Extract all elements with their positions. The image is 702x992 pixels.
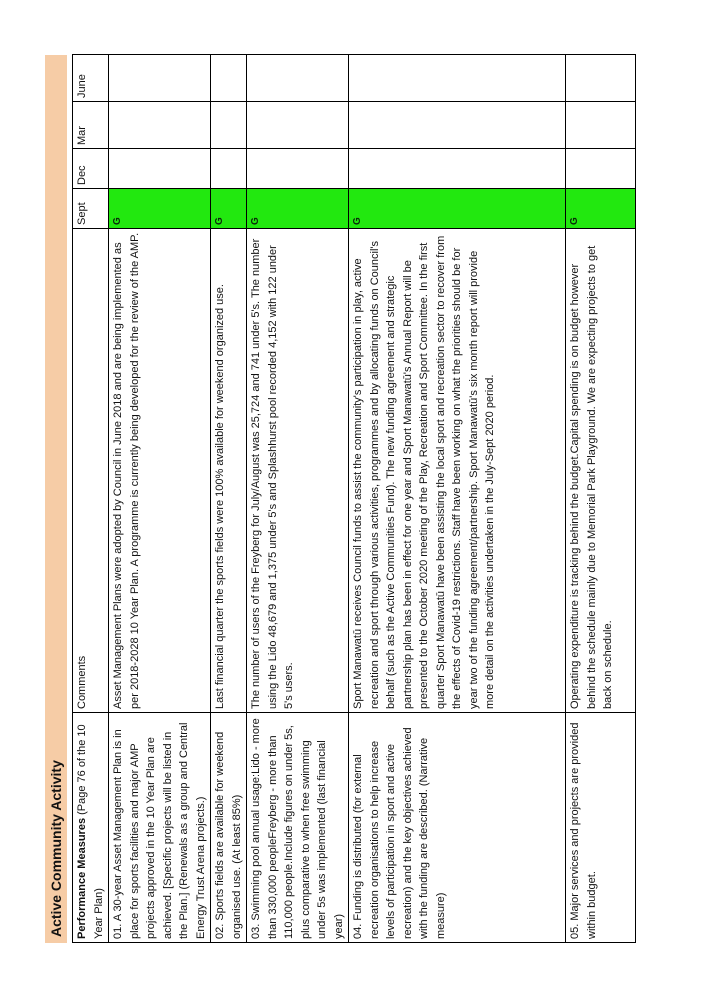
status-mar-cell: [349, 102, 566, 149]
header-mar: Mar: [73, 102, 109, 149]
status-sept-cell: G: [349, 189, 566, 229]
header-june: June: [73, 55, 109, 102]
section-title: Active Community Activity: [45, 55, 67, 943]
status-mar-cell: [247, 102, 349, 149]
status-dec-cell: [247, 149, 349, 189]
status-june-cell: [349, 55, 566, 102]
status-sept-cell: G: [566, 189, 636, 229]
table-header-row: [73, 55, 109, 943]
comment-cell: Sport Manawatū receives Council funds to assist the community's participation in play, active recreation and sport through various activities, programmes and by allocating funds on Council's behalf (such as the Active Communities Fund). The new funding agreement and strategic partnership plan has been in effect for one year and Sport Manawatū's Annual Report will be presented to the October 2020 meeting of the Play, Recreation and Sport Committee. In the first quarter Sport Manawatū have been assisting the local sport and recreation sector to recover from the effects of Covid-19 restrictions. Staff have been working on what the priorities should be for year two of the funding agreement/partnership. Sport Manawatū's six month report will provide more detail on the activities undertaken in the July-Sept 2020 period.: [349, 229, 566, 713]
table-row: [566, 55, 636, 943]
table-row: [211, 55, 247, 943]
status-sept-cell: G: [247, 189, 349, 229]
header-comments: Comments: [73, 229, 109, 713]
table-row: [109, 55, 211, 943]
status-dec-cell: [349, 149, 566, 189]
status-june-cell: [109, 55, 211, 102]
status-june-cell: [211, 55, 247, 102]
status-dec-cell: [211, 149, 247, 189]
performance-table: [72, 54, 636, 943]
measure-cell: 02. Sports fields are available for weekend organised use. (At least 85%): [211, 713, 247, 943]
status-june-cell: [247, 55, 349, 102]
rotated-report-sheet: [45, 55, 614, 943]
comment-cell: Operating expenditure is tracking behind the budget.Capital spending is on budget however behind the schedule mainly due to Memorial Park Playground. We are expecting projects to get back on schedule.: [566, 229, 636, 713]
status-mar-cell: [211, 102, 247, 149]
status-dec-cell: [109, 149, 211, 189]
measure-cell: 05. Major services and projects are provided within budget.: [566, 713, 636, 943]
status-sept-cell: G: [211, 189, 247, 229]
status-mar-cell: [566, 102, 636, 149]
comment-cell: Asset Management Plans were adopted by Council in June 2018 and are being implemented as per 2018-2028 10 Year Plan. A programme is currently being developed for the review of the AMP.: [109, 229, 211, 713]
measure-cell: 01. A 30-year Asset Management Plan is in place for sports facilities and major AMP projects approved in the 10 Year Plan are achieved. [Specific projects will be listed in the Plan.] (Renewals as a group and Central Energy Trust Arena projects.): [109, 713, 211, 943]
header-performance-measures: Performance Measures (Page 76 of the 10 Year Plan): [73, 713, 109, 943]
measure-cell: 03. Swimming pool annual usage:Lido - more than 330,000 peopleFreyberg - more than 110,000 people.Include figures on under 5s, plus comparative to when free swimming under 5s was implemented (last financial year): [247, 713, 349, 943]
table-row: [349, 55, 566, 943]
status-june-cell: [566, 55, 636, 102]
header-sept: Sept: [73, 189, 109, 229]
measure-cell: 04. Funding is distributed (for external recreation organisations to help increase levels of participation in sport and active recreation) and the key objectives achieved with the funding are described. (Narrative measure): [349, 713, 566, 943]
status-mar-cell: [109, 102, 211, 149]
table-row: [247, 55, 349, 943]
comment-cell: The number of users of the Freyberg for July/August was 25,724 and 741 under 5's. The number using the Lido 48,679 and 1,375 under 5's and Splashhurst pool recorded 4,152 with 122 under 5's users.: [247, 229, 349, 713]
comment-cell: Last financial quarter the sports fields were 100% available for weekend organized use.: [211, 229, 247, 713]
status-dec-cell: [566, 149, 636, 189]
status-sept-cell: G: [109, 189, 211, 229]
header-dec: Dec: [73, 149, 109, 189]
